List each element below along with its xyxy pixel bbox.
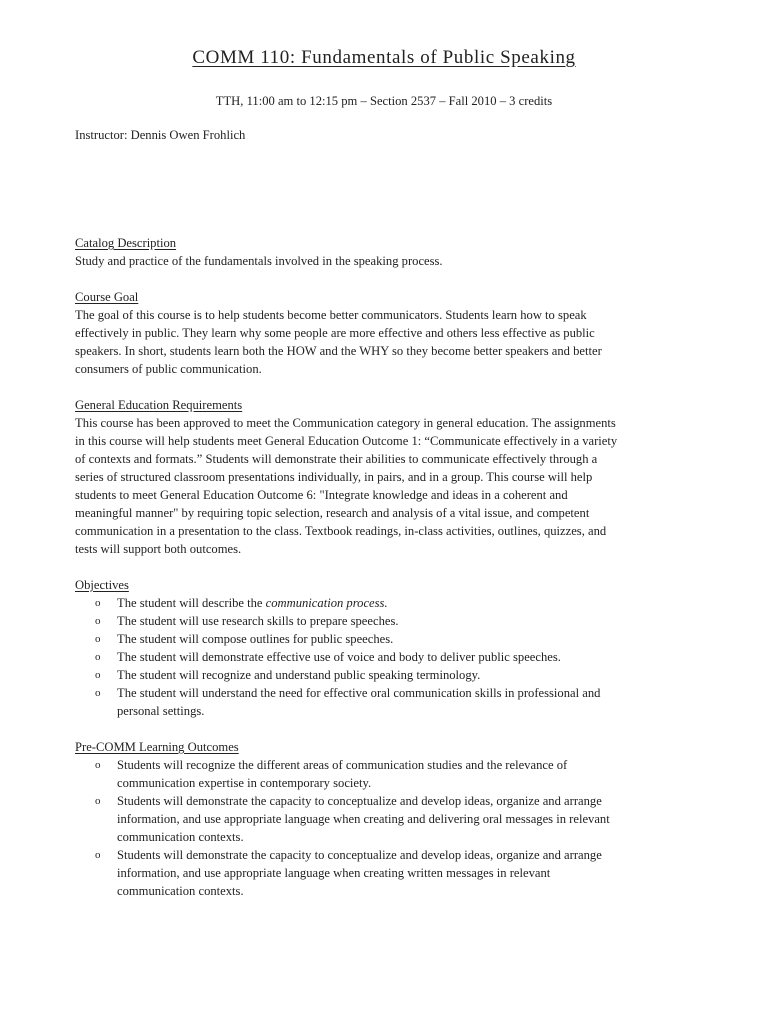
- gened-section: [75, 396, 695, 558]
- gened-line: communication in a presentation to the class. Textbook readings, in-class activities, outlines, quizzes, and: [75, 524, 607, 538]
- syllabus-body: [75, 234, 695, 918]
- objectives-list: [75, 594, 695, 612]
- list-item-line: communication expertise in contemporary society.: [117, 776, 372, 790]
- gened-line: series of structured classroom presentations individually, in pairs, and in a group. This course will help: [75, 470, 593, 484]
- goal-line: The goal of this course is to help students become better communicators. Students learn how to speak: [75, 308, 587, 322]
- objective-item: [75, 630, 695, 648]
- outcomes-list: [75, 756, 695, 900]
- goal-section: [75, 288, 695, 378]
- gened-line: of contexts and formats.” Students will demonstrate their abilities to communicate effectively through a: [75, 452, 598, 466]
- bullet-icon: o: [95, 597, 101, 609]
- outcome-item: [75, 756, 695, 792]
- objectives-section: [75, 576, 695, 720]
- gened-line: in this course will help students meet General Education Outcome 1: “Communicate effectively in a variety: [75, 434, 618, 448]
- bullet-icon: o: [95, 849, 101, 861]
- bullet-icon: o: [95, 687, 101, 699]
- bullet-icon: o: [95, 669, 101, 681]
- gened-line: This course has been approved to meet the Communication category in general education. The assignments: [75, 416, 616, 430]
- bullet-icon: o: [95, 795, 101, 807]
- list-item-line: Students will demonstrate the capacity to conceptualize and develop ideas, organize and arrange: [117, 794, 602, 808]
- goal-heading: Course Goal: [75, 290, 139, 304]
- list-item-line: communication contexts.: [117, 884, 244, 898]
- list-item-line: communication contexts.: [117, 830, 244, 844]
- gened-line: meaningful manner" by requiring topic selection, research and analysis of a vital issue, and competent: [75, 506, 590, 520]
- objective-item: [75, 648, 695, 666]
- instructor-line: Instructor: Dennis Owen Frohlich: [75, 128, 246, 142]
- list-item-line: personal settings.: [117, 704, 205, 718]
- objectives-heading: Objectives: [75, 578, 129, 592]
- emphasized-term: communication process.: [265, 596, 388, 610]
- bullet-icon: o: [95, 759, 101, 771]
- course-title: COMM 110: Fundamentals of Public Speaking: [192, 47, 576, 68]
- list-item-line: The student will understand the need for effective oral communication skills in professional and: [117, 686, 601, 700]
- outcomes-section: [75, 738, 695, 900]
- objective-item: [75, 666, 695, 684]
- objective-item: [75, 612, 695, 630]
- goal-line: effectively in public. They learn why some people are more effective and others less effective as public: [75, 326, 595, 340]
- list-item-line: Students will recognize the different areas of communication studies and the relevance of: [117, 758, 568, 772]
- outcome-item: [75, 846, 695, 900]
- outcome-item: [75, 792, 695, 846]
- list-item: [75, 594, 695, 612]
- goal-line: speakers. In short, students learn both the HOW and the WHY so they become better speakers and better: [75, 344, 602, 358]
- list-item-line: The student will use research skills to prepare speeches.: [117, 614, 399, 628]
- objective-item: [75, 684, 695, 720]
- catalog-heading: Catalog Description: [75, 236, 177, 250]
- gened-text: [75, 414, 695, 558]
- list-item-line: Students will demonstrate the capacity to conceptualize and develop ideas, organize and arrange: [117, 848, 602, 862]
- goal-text: [75, 306, 695, 378]
- goal-line: consumers of public communication.: [75, 362, 262, 376]
- gened-line: students to meet General Education Outcome 6: "Integrate knowledge and ideas in a coherent and: [75, 488, 568, 502]
- bullet-icon: o: [95, 615, 101, 627]
- list-item-line: information, and use appropriate language when creating written messages in relevant: [117, 866, 551, 880]
- objectives-list-rest: [75, 612, 695, 720]
- catalog-section: [75, 234, 695, 270]
- course-schedule: TTH, 11:00 am to 12:15 pm – Section 2537 – Fall 2010 – 3 credits: [215, 94, 553, 108]
- list-item-line: The student will demonstrate effective use of voice and body to deliver public speeches.: [117, 650, 561, 664]
- bullet-icon: o: [95, 633, 101, 645]
- objective-text: The student will describe the: [117, 596, 266, 610]
- list-item-line: information, and use appropriate language when creating and delivering oral messages in relevant: [117, 812, 610, 826]
- outcomes-heading: Pre-COMM Learning Outcomes: [75, 740, 239, 754]
- gened-line: tests will support both outcomes.: [75, 542, 242, 556]
- list-item-line: The student will compose outlines for public speeches.: [117, 632, 394, 646]
- bullet-icon: o: [95, 651, 101, 663]
- list-item-line: The student will recognize and understand public speaking terminology.: [117, 668, 481, 682]
- gened-heading: General Education Requirements: [75, 398, 243, 412]
- catalog-text: Study and practice of the fundamentals involved in the speaking process.: [75, 254, 443, 268]
